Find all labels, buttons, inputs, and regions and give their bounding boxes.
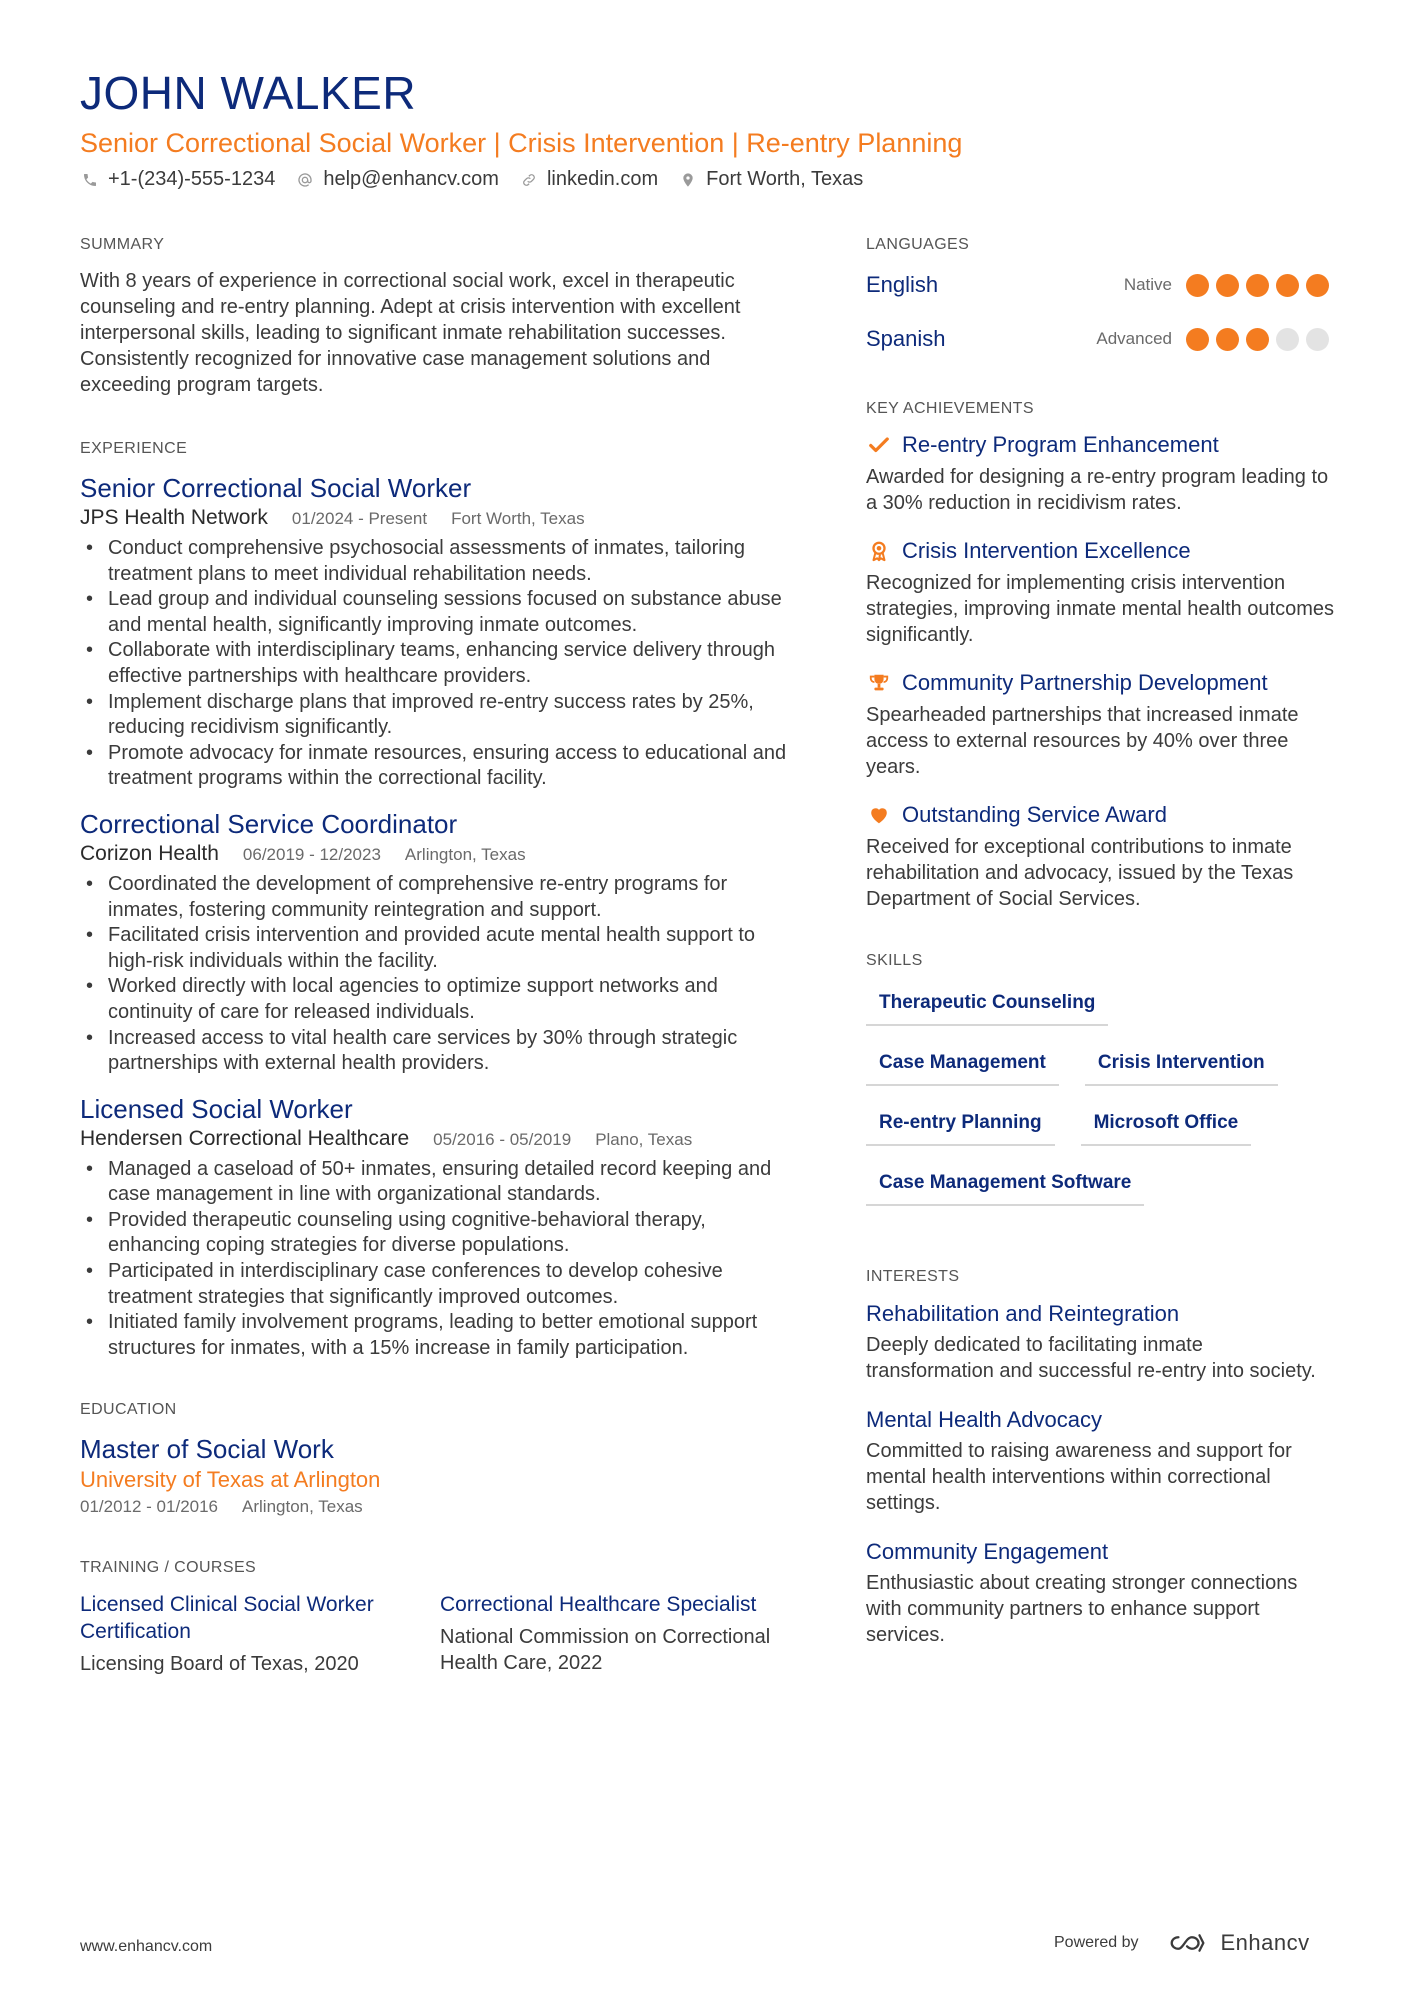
rating-dot-filled: [1216, 328, 1239, 351]
languages-section: [866, 236, 1336, 366]
rating-dot-empty: [1276, 328, 1299, 351]
job-bullet: • Worked directly with local agencies to optimize support networks and continuity of care for released individuals.: [80, 974, 800, 1025]
job-entry: [80, 1093, 800, 1362]
interests-heading: INTERESTS: [866, 1268, 960, 1285]
skill-tag: Therapeutic Counseling: [866, 984, 1108, 1026]
language-name: English: [866, 272, 939, 297]
contact-email-text: help@enhancv.com: [323, 168, 499, 190]
checkmark-icon: [866, 432, 892, 458]
course-desc: National Commission on Correctional Health Care, 2022: [440, 1626, 771, 1675]
interest-item: [866, 1538, 1336, 1648]
degree-title: Master of Social Work: [80, 1434, 334, 1465]
summary-text: With 8 years of experience in correctional social work, excel in therapeutic counseling and re-entry planning. Adept at crisis intervention with excellent interpersonal skills, leading to significant inmate rehabilitation successes. Consistently recognized for innovative case management solutions and exceeding program targets.: [80, 270, 741, 396]
job-bullet: • Promote advocacy for inmate resources, ensuring access to educational and treatment programs within the correctional facility.: [80, 741, 800, 792]
rating-dot-filled: [1246, 328, 1269, 351]
job-bullet: • Coordinated the development of comprehensive re-entry programs for inmates, fostering community reintegration and support.: [80, 872, 800, 923]
job-title: Licensed Social Worker: [80, 1093, 353, 1124]
contact-linkedin-text: linkedin.com: [546, 168, 659, 190]
contact-email[interactable]: [295, 168, 499, 191]
achievement-title: Crisis Intervention Excellence: [902, 538, 1191, 563]
phone-icon: [80, 170, 100, 190]
training-section: [80, 1559, 800, 1677]
achievements-heading: KEY ACHIEVEMENTS: [866, 400, 1034, 417]
contact-phone: [80, 168, 275, 191]
skill-tag: Case Management Software: [866, 1164, 1144, 1206]
job-title: Senior Correctional Social Worker: [80, 473, 472, 503]
location-icon: [678, 170, 698, 190]
candidate-name: JOHN WALKER: [80, 67, 417, 119]
job-location: Plano, Texas: [595, 1129, 693, 1149]
interest-title: Rehabilitation and Reintegration: [866, 1301, 1180, 1326]
job-bullets: [80, 536, 800, 792]
education-dates: 01/2012 - 01/2016: [80, 1497, 219, 1517]
interest-desc: Enthusiastic about creating stronger connections with community partners to enhance support services.: [866, 1572, 1298, 1646]
course-item: [80, 1591, 440, 1677]
interest-title: Community Engagement: [866, 1539, 1109, 1564]
summary-heading: SUMMARY: [80, 236, 165, 253]
achievement-desc: Received for exceptional contributions to inmate rehabilitation and advocacy, issued by the Texas Department of Social Services.: [866, 836, 1294, 910]
language-rating: [1186, 274, 1336, 297]
award-ribbon-icon: [866, 538, 892, 564]
job-company: JPS Health Network: [80, 506, 268, 529]
experience-heading: EXPERIENCE: [80, 440, 188, 457]
interests-section: [866, 1268, 1336, 1648]
job-bullet: • Increased access to vital health care services by 30% through strategic partnerships with external health providers.: [80, 1026, 800, 1077]
link-icon: [519, 170, 539, 190]
interest-title: Mental Health Advocacy: [866, 1407, 1103, 1432]
job-bullet: • Implement discharge plans that improved re-entry success rates by 25%, reducing recidivism significantly.: [80, 690, 800, 741]
job-location: Arlington, Texas: [404, 844, 526, 864]
footer-branding: [1054, 1930, 1310, 1956]
achievement-item: [866, 432, 1336, 516]
rating-dot-filled: [1216, 274, 1239, 297]
rating-dot-filled: [1246, 274, 1269, 297]
rating-dot-empty: [1306, 328, 1329, 351]
summary-section: [80, 236, 800, 398]
experience-section: [80, 440, 800, 1361]
contact-phone-text: +1-(234)-555-1234: [108, 168, 276, 190]
right-column: [866, 236, 1336, 1670]
job-title: Correctional Service Coordinator: [80, 808, 458, 839]
job-bullet: • Collaborate with interdisciplinary teams, enhancing service delivery through effective partnerships with healthcare providers.: [80, 638, 800, 689]
job-company: Hendersen Correctional Healthcare: [80, 1126, 410, 1150]
skill-list: [866, 984, 1336, 1224]
job-entry: [80, 472, 800, 792]
education-location: Arlington, Texas: [242, 1497, 363, 1517]
job-entry: [80, 808, 800, 1077]
rating-dot-filled: [1276, 274, 1299, 297]
language-level: Native: [1123, 275, 1172, 294]
skill-tag: Re-entry Planning: [866, 1104, 1055, 1146]
job-dates: 01/2024 - Present: [291, 509, 428, 528]
job-bullets: [80, 1157, 800, 1362]
achievement-item: [866, 670, 1336, 780]
course-title: Licensed Clinical Social Worker Certification: [80, 1593, 374, 1644]
job-company: Corizon Health: [80, 841, 219, 865]
course-item: [440, 1591, 800, 1677]
achievement-item: [866, 538, 1336, 648]
job-meta: [80, 1127, 800, 1151]
job-bullet: • Managed a caseload of 50+ inmates, ensuring detailed record keeping and case management in line with organizational standards.: [80, 1157, 800, 1208]
infinity-logo-icon: [1165, 1931, 1211, 1955]
course-desc: Licensing Board of Texas, 2020: [80, 1653, 359, 1676]
training-heading: TRAINING / COURSES: [80, 1559, 257, 1577]
candidate-headline: Senior Correctional Social Worker | Crisis Intervention | Re-entry Planning: [80, 128, 963, 158]
brand-logo[interactable]: [1165, 1930, 1310, 1956]
interest-desc: Committed to raising awareness and support for mental health interventions within correctional settings.: [866, 1440, 1292, 1514]
languages-heading: LANGUAGES: [866, 236, 970, 253]
job-bullet: • Facilitated crisis intervention and provided acute mental health support to high-risk individuals within the facility.: [80, 923, 800, 974]
powered-by-label: Powered by: [1054, 1934, 1139, 1951]
job-location: Fort Worth, Texas: [451, 509, 585, 528]
skill-tag: Crisis Intervention: [1085, 1044, 1278, 1086]
skills-heading: SKILLS: [866, 952, 923, 969]
interest-item: [866, 1300, 1336, 1384]
education-section: [80, 1401, 800, 1517]
job-bullet: • Lead group and individual counseling sessions focused on substance abuse and mental health, significantly improving inmate outcomes.: [80, 587, 800, 638]
language-level: Advanced: [1096, 329, 1172, 348]
left-column: [80, 236, 800, 1677]
contact-linkedin[interactable]: [519, 168, 658, 191]
job-dates: 05/2016 - 05/2019: [433, 1129, 572, 1149]
job-bullet: • Initiated family involvement programs, leading to better emotional support structures for inmates, with a 15% increase in family participation.: [80, 1310, 800, 1361]
achievement-item: [866, 802, 1336, 912]
skill-tag: Microsoft Office: [1081, 1104, 1252, 1146]
school-name: University of Texas at Arlington: [80, 1467, 381, 1493]
education-heading: EDUCATION: [80, 1401, 177, 1419]
interest-desc: Deeply dedicated to facilitating inmate transformation and successful re-entry into society.: [866, 1334, 1316, 1382]
course-title: Correctional Healthcare Specialist: [440, 1593, 757, 1617]
language-rating: [1186, 328, 1336, 351]
education-meta: [80, 1497, 800, 1517]
at-icon: [295, 170, 315, 190]
achievement-desc: Spearheaded partnerships that increased inmate access to external resources by 40% over three years.: [866, 704, 1299, 778]
skill-tag: Case Management: [866, 1044, 1059, 1086]
course-list: [80, 1591, 800, 1677]
trophy-icon: [866, 670, 892, 696]
heart-icon: [866, 802, 892, 828]
job-bullet: • Participated in interdisciplinary case conferences to develop cohesive treatment strategies that significantly improved outcomes.: [80, 1259, 800, 1310]
rating-dot-filled: [1306, 274, 1329, 297]
contact-location: [678, 168, 863, 191]
achievements-section: [866, 400, 1336, 912]
achievement-title: Outstanding Service Award: [902, 802, 1167, 827]
achievement-desc: Recognized for implementing crisis intervention strategies, improving inmate mental health outcomes significantly.: [866, 572, 1335, 646]
rating-dot-filled: [1186, 328, 1209, 351]
job-bullet: • Conduct comprehensive psychosocial assessments of inmates, tailoring treatment plans to meet individual rehabilitation needs.: [80, 536, 800, 587]
achievement-title: Re-entry Program Enhancement: [902, 432, 1219, 457]
job-meta: [80, 842, 800, 866]
job-meta: [80, 506, 800, 530]
rating-dot-filled: [1186, 274, 1209, 297]
contact-location-text: Fort Worth, Texas: [706, 168, 864, 190]
language-row: [866, 312, 1336, 366]
language-row: [866, 258, 1336, 312]
job-bullets: [80, 872, 800, 1077]
brand-name: Enhancv: [1220, 1930, 1310, 1955]
interest-item: [866, 1406, 1336, 1516]
job-dates: 06/2019 - 12/2023: [242, 844, 381, 864]
skills-section: [866, 952, 1336, 1224]
contact-bar: [80, 168, 883, 191]
job-bullet: • Provided therapeutic counseling using cognitive-behavioral therapy, enhancing coping strategies for diverse populations.: [80, 1208, 800, 1259]
language-name: Spanish: [866, 326, 946, 351]
achievement-desc: Awarded for designing a re-entry program leading to a 30% reduction in recidivism rates.: [866, 466, 1329, 514]
achievement-title: Community Partnership Development: [902, 670, 1268, 695]
footer-website[interactable]: www.enhancv.com: [80, 1938, 213, 1955]
